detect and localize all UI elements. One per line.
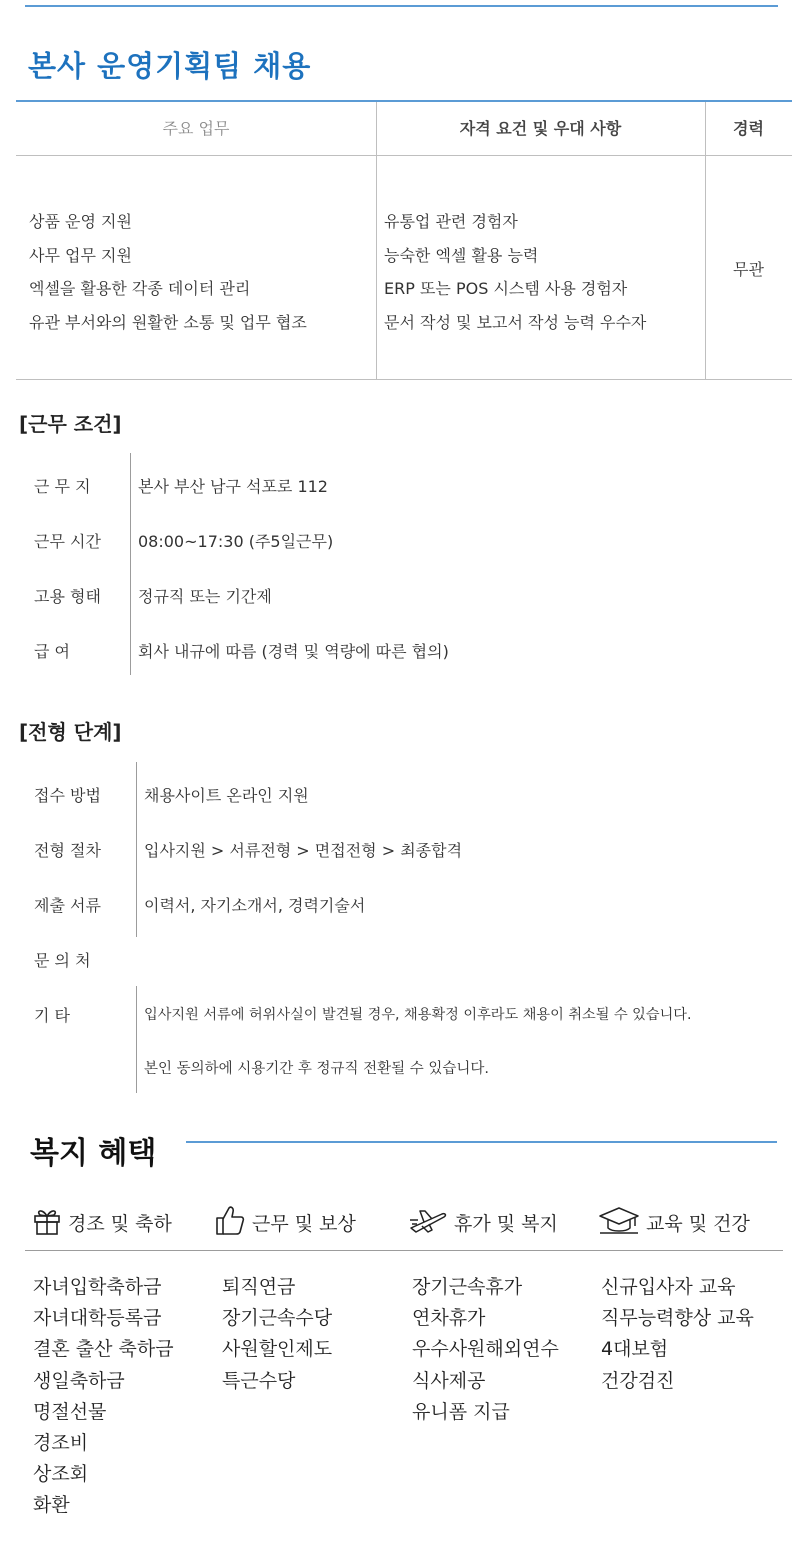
benefits-congratulations [33,1272,174,1522]
duty-item: 유관 부서와의 원활한 소통 및 업무 협조 [29,312,307,332]
selection-value: 입사지원 서류에 허위사실이 발견될 경우, 채용확정 이후라도 채용이 취소될 수 있습니다. [144,1007,692,1023]
welfare-divider [186,1141,777,1143]
benefit-item: 상조회 [33,1463,89,1486]
benefit-item: 자녀대학등록금 [33,1307,162,1330]
selection-extra-note: 본인 동의하에 시용기간 후 정규직 전환될 수 있습니다. [144,1061,490,1077]
column-divider [376,102,377,379]
benefit-item: 우수사원해외연수 [412,1338,559,1361]
header-qualifications: 자격 요건 및 우대 사항 [376,102,705,156]
condition-value: 본사 부산 남구 석포로 112 [138,477,328,496]
selection-value: 입사지원 > 서류전형 > 면접전형 > 최종합격 [144,841,463,860]
graduation-cap-icon [598,1204,646,1241]
benefit-item: 식사제공 [412,1369,486,1392]
selection-label: 접수 방법 [34,786,101,805]
selection-value: 채용사이트 온라인 지원 [144,786,309,805]
condition-label: 근 무 지 [34,477,91,496]
qualification-item: 능숙한 엑셀 활용 능력 [384,245,539,265]
duty-item: 엑셀을 활용한 각종 데이터 관리 [29,279,251,298]
selection-heading: [전형 단계] [19,720,122,744]
selection-row-apply [34,783,784,805]
duties-list [29,205,307,339]
condition-row-location [34,474,774,496]
qualification-item: ERP 또는 POS 시스템 사용 경험자 [384,279,628,298]
benefit-item: 장기근속수당 [222,1307,333,1330]
benefit-item: 특근수당 [222,1369,296,1392]
column-divider [705,102,706,379]
benefit-item: 퇴직연금 [222,1276,296,1298]
benefit-item: 결혼 출산 축하금 [33,1338,174,1361]
benefit-item: 연차휴가 [412,1307,486,1330]
gift-icon [32,1204,68,1241]
benefit-item: 장기근속휴가 [412,1276,523,1298]
condition-row-salary [34,639,774,661]
selection-label: 문 의 처 [34,951,91,970]
benefits-work-reward [222,1272,332,1397]
condition-row-employment [34,584,774,606]
benefit-item: 유니폼 지급 [412,1400,510,1423]
benefit-item: 직무능력향상 교육 [601,1307,754,1330]
benefits-education-health [601,1272,754,1397]
selection-row-process [34,838,784,860]
selection-value: 이력서, 자기소개서, 경력기술서 [144,896,366,915]
qualifications-list [384,205,646,339]
selection-row-other [34,1003,784,1025]
condition-value: 회사 내규에 따름 (경력 및 역량에 따른 협의) [138,642,449,661]
benefit-item: 신규입사자 교육 [601,1276,736,1298]
condition-label: 고용 형태 [34,587,101,606]
experience-value: 무관 [733,260,764,279]
header-duties: 주요 업무 [16,102,376,156]
benefit-item: 자녀입학축하금 [33,1276,162,1298]
category-vacation-welfare [408,1204,558,1240]
header-experience: 경력 [705,102,792,156]
benefit-item: 경조비 [33,1431,89,1454]
thumbs-up-icon [214,1203,252,1242]
benefit-item: 생일축하금 [33,1369,125,1392]
benefit-item: 4대보험 [601,1338,669,1361]
category-label: 교육 및 건강 [646,1212,750,1235]
benefit-item: 명절선물 [33,1400,107,1423]
duty-item: 상품 운영 지원 [29,212,132,231]
benefit-item: 사원할인제도 [222,1338,333,1361]
category-congratulations [32,1204,172,1240]
condition-label: 근무 시간 [34,532,101,551]
page-title: 본사 운영기획팀 채용 [28,49,312,83]
selection-row-documents [34,893,784,915]
category-education-health [598,1204,750,1240]
category-label: 경조 및 축하 [68,1212,172,1235]
benefits-vacation-welfare [412,1272,559,1428]
top-divider [25,5,778,7]
selection-row-contact [34,948,784,970]
duty-item: 사무 업무 지원 [29,245,132,265]
condition-row-hours [34,529,774,551]
welfare-title: 복지 혜택 [30,1136,157,1171]
benefit-item: 화환 [33,1494,70,1517]
selection-label: 제출 서류 [34,896,101,915]
qualification-item: 문서 작성 및 보고서 작성 능력 우수자 [384,312,647,332]
category-label: 근무 및 보상 [252,1212,356,1235]
qualification-item: 유통업 관련 경험자 [384,212,518,231]
airplane-icon [408,1206,454,1239]
condition-label: 급 여 [34,642,70,661]
condition-value: 08:00~17:30 (주5일근무) [138,532,334,551]
category-label: 휴가 및 복지 [454,1212,558,1235]
work-conditions-heading: [근무 조건] [19,412,122,436]
condition-value: 정규직 또는 기간제 [138,587,272,606]
job-table [16,100,792,380]
selection-label: 기 타 [34,1006,70,1025]
category-work-reward [214,1204,356,1240]
benefit-item: 건강검진 [601,1369,675,1392]
selection-label: 전형 절차 [34,841,101,860]
category-divider [25,1250,783,1251]
